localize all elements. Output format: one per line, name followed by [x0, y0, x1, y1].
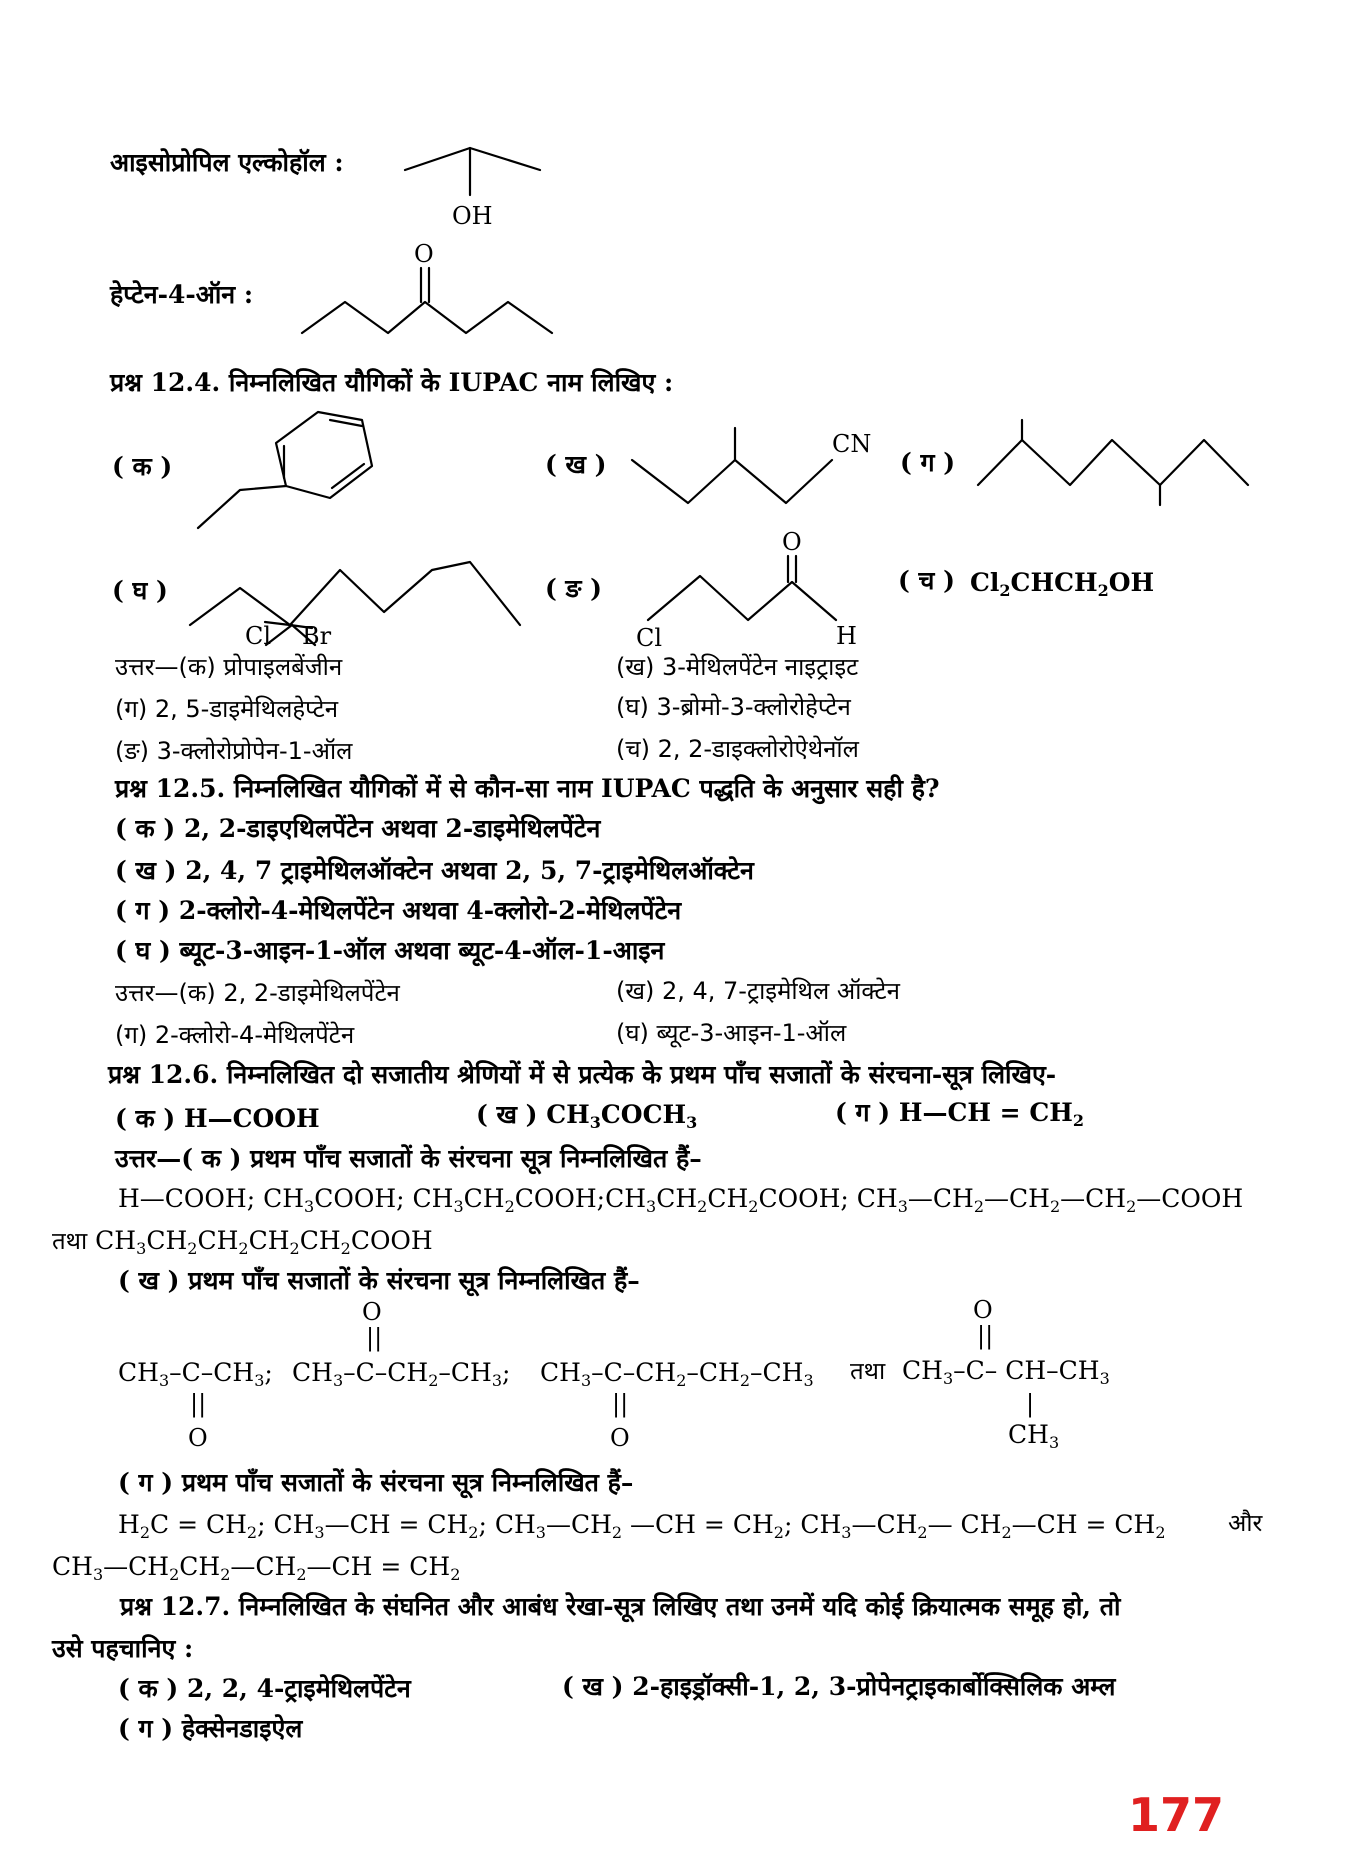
question-12-7-title-line2: उसे पहचानिए : — [52, 1634, 194, 1663]
q124-label-kha: ( ख ) — [545, 450, 607, 479]
ketone2-o: O — [362, 1298, 382, 1326]
q126-answer-ga-head: ( ग ) प्रथम पाँच सजातों के संरचना सूत्र निम्नलिखित हैं– — [118, 1468, 634, 1497]
q124-label-ka: ( क ) — [112, 452, 173, 481]
cl-label-gha: Cl — [245, 622, 272, 650]
question-12-5-title: प्रश्न 12.5. निम्नलिखित यौगिकों में से कौन-सा नाम IUPAC पद्धति के अनुसार सही है? — [115, 774, 940, 803]
h-label-nga: H — [836, 622, 857, 650]
q124-answer-gha: (घ) 3-ब्रोमो-3-क्लोरोहेप्टेन — [616, 693, 851, 721]
q124-label-gha: ( घ ) — [112, 576, 168, 605]
q124-answer-kha: (ख) 3-मेथिलपेंटेन नाइट्राइट — [616, 653, 859, 681]
ketone-4: $CH_3-C-$ $CH-CH_3$ — [902, 1356, 1110, 1388]
q125-option-ka: ( क ) 2, 2-डाइएथिलपेंटेन अथवा 2-डाइमेथिलपेंटेन — [115, 814, 601, 843]
ketone3-o: O — [610, 1424, 630, 1452]
q126-answer-ga-line1: $H_2C = CH_2$; $CH_3—CH = CH_2$; $CH_3—CH_2$ —CH = $CH_2$; $CH_3—CH_2—$ $CH_2—CH = CH_2$ — [118, 1510, 1166, 1542]
ketone-tatha: तथा — [850, 1357, 886, 1385]
q126-answer-ka-head: उत्तर—( क ) प्रथम पाँच सजातों के संरचना सूत्र निम्नलिखित हैं– — [115, 1144, 702, 1173]
q124-answer-nga: (ङ) 3-क्लोरोप्रोपेन-1-ऑल — [115, 737, 353, 765]
q125-answer-ga: (ग) 2-क्लोरो-4-मेथिलपेंटेन — [115, 1021, 355, 1049]
br-label-gha: Br — [302, 622, 332, 650]
q124-answer-ga: (ग) 2, 5-डाइमेथिलहेप्टेन — [115, 695, 339, 723]
q126-part-kha: ( ख ) $CH_3COCH_3$ — [476, 1100, 698, 1132]
q125-option-gha: ( घ ) ब्यूट-3-आइन-1-ऑल अथवा ब्यूट-4-ऑल-1-आइन — [115, 936, 665, 965]
ketone3-dbl: || — [612, 1390, 629, 1418]
isopropyl-alcohol-label: आइसोप्रोपिल एल्कोहॉल : — [110, 148, 344, 177]
ketone5-bar: | — [1026, 1390, 1035, 1418]
q127-part-ka: ( क ) 2, 2, 4-ट्राइमेथिलपेंटेन — [118, 1674, 411, 1703]
isopropyl-oh-label: OH — [452, 202, 493, 230]
ketone5-dbl: || — [977, 1322, 994, 1350]
page-number: 177 — [1128, 1788, 1225, 1842]
q127-part-kha: ( ख ) 2-हाइड्रॉक्सी-1, 2, 3-प्रोपेनट्राइकार्बोक्सिलिक अम्ल — [562, 1672, 1116, 1701]
q126-answer-ka-line2: तथा $CH_3CH_2CH_2CH_2CH_2COOH$ — [52, 1226, 433, 1258]
ketone-2: $CH_3-C-CH_2-CH_3$; — [292, 1358, 511, 1390]
ketone5-ch3: $CH_3$ — [1008, 1420, 1060, 1452]
q125-answer-ka: उत्तर—(क) 2, 2-डाइमेथिलपेंटेन — [115, 979, 400, 1007]
q125-option-kha: ( ख ) 2, 4, 7 ट्राइमेथिलऑक्टेन अथवा 2, 5, 7-ट्राइमेथिलऑक्टेन — [115, 856, 754, 885]
question-12-7-title-line1: प्रश्न 12.7. निम्नलिखित के संघनित और आबंध रेखा-सूत्र लिखिए तथा उनमें यदि कोई क्रियात्मक समूह हो, तो — [120, 1592, 1121, 1621]
ketone-3: $CH_3-C-CH_2-CH_2-CH_3$ — [540, 1358, 814, 1390]
ketone2-dbl: || — [366, 1324, 383, 1352]
heptanone-o-label: O — [414, 240, 434, 268]
ketone-1: $CH_3-C-CH_3$; — [118, 1358, 273, 1390]
q124-label-ga: ( ग ) — [900, 448, 956, 477]
cl-label-nga: Cl — [636, 624, 663, 652]
q124-label-cha: ( च ) — [898, 566, 955, 595]
q126-part-ka: ( क ) H—COOH — [115, 1104, 320, 1133]
q127-part-ga: ( ग ) हेक्सेनडाइऐल — [118, 1714, 303, 1743]
question-12-4-title: प्रश्न 12.4. निम्नलिखित यौगिकों के IUPAC नाम लिखिए : — [110, 368, 674, 397]
q125-answer-gha: (घ) ब्यूट-3-आइन-1-ऑल — [616, 1019, 847, 1047]
q124-answer-ka: उत्तर—(क) प्रोपाइलबेंजीन — [115, 653, 343, 681]
q124-answer-cha: (च) 2, 2-डाइक्लोरोऐथेनॉल — [616, 735, 859, 763]
q124-label-nga: ( ङ ) — [545, 574, 602, 603]
q124-cha-formula: $Cl_2CHCH_2OH$ — [970, 568, 1155, 600]
cn-label: CN — [832, 430, 872, 458]
q126-answer-ka-line1: H—COOH; $CH_3COOH$; $CH_3CH_2COOH;CH_3CH_2CH_2COOH$; $CH_3—CH_2—CH_2—CH_2—COOH$ — [118, 1184, 1244, 1216]
q126-answer-ga-line2: $CH_3—CH_2CH_2—CH_2—CH = CH_2$ — [52, 1552, 461, 1584]
question-12-6-title: प्रश्न 12.6. निम्नलिखित दो सजातीय श्रेणियों में से प्रत्येक के प्रथम पाँच सजातों के संरचना-सूत्र लिखिए- — [108, 1060, 1057, 1089]
q126-answer-kha-head: ( ख ) प्रथम पाँच सजातों के संरचना सूत्र निम्नलिखित हैं– — [118, 1266, 640, 1295]
ketone5-o: O — [973, 1296, 993, 1324]
q125-answer-kha: (ख) 2, 4, 7-ट्राइमेथिल ऑक्टेन — [616, 977, 900, 1005]
q126-part-ga: ( ग ) H—CH = $CH_2$ — [835, 1098, 1084, 1130]
q125-option-ga: ( ग ) 2-क्लोरो-4-मेथिलपेंटेन अथवा 4-क्लोरो-2-मेथिलपेंटेन — [115, 896, 682, 925]
q126-answer-ga-aur: और — [1228, 1509, 1263, 1537]
aldehyde-o-label: O — [782, 528, 802, 556]
ketone1-o: O — [188, 1424, 208, 1452]
ketone1-dbl: || — [190, 1390, 207, 1418]
heptanone-label: हेप्टेन-4-ऑन : — [110, 280, 254, 309]
